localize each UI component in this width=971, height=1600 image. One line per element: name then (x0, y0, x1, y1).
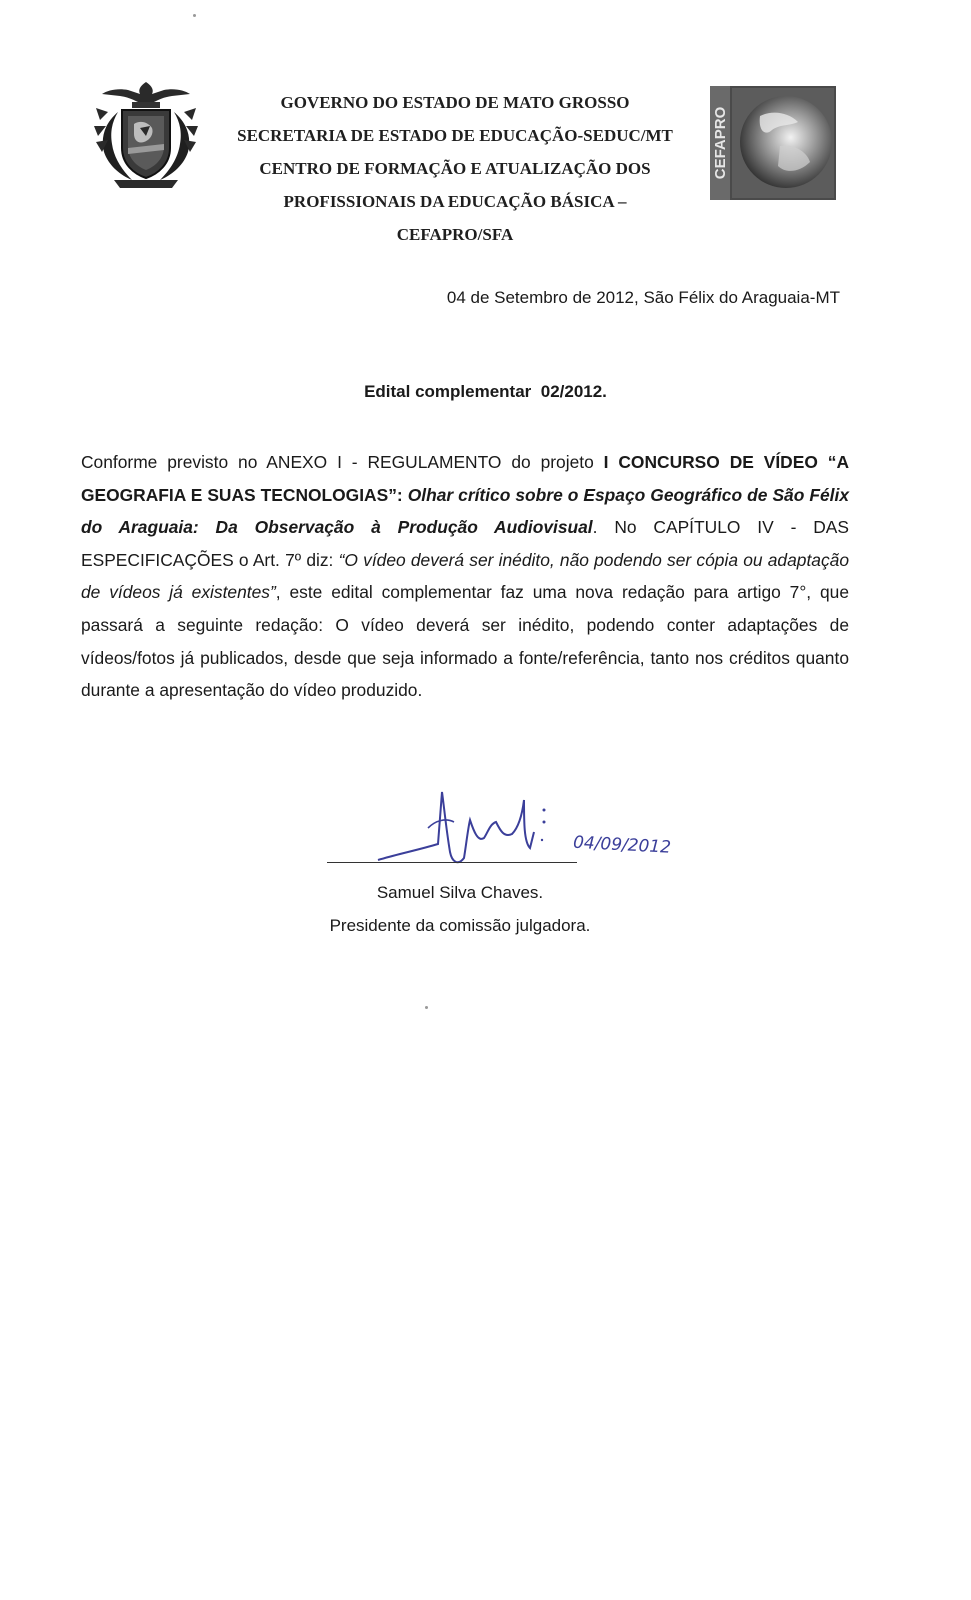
scan-speck (193, 14, 196, 17)
scan-speck (425, 1006, 428, 1009)
institution-header (205, 86, 705, 251)
cefapro-globe-logo (710, 86, 836, 200)
handwritten-date: 04/09/2012 (572, 832, 672, 858)
signature-line (327, 862, 577, 863)
document-title-text: Edital complementar 02/2012. (364, 382, 607, 401)
signer-role: Presidente da comissão julgadora. (329, 916, 591, 935)
mato-grosso-coat-of-arms (88, 78, 204, 194)
signer-block (310, 876, 610, 942)
header-line-professionals: PROFISSIONAIS DA EDUCAÇÃO BÁSICA – (283, 192, 627, 211)
signer-name: Samuel Silva Chaves. (376, 883, 544, 902)
body-project-name: I CONCURSO DE VÍDEO “A GEOGRAFIA E SUAS TECNOLOGIAS”: (81, 452, 849, 505)
body-intro: Conforme previsto no ANEXO I - REGULAMENTO do projeto (81, 452, 604, 472)
body-original-article-quote: “O vídeo deverá ser inédito, não podendo ser cópia ou adaptação de vídeos já existentes” (81, 549, 849, 603)
document-date: 04 de Setembro de 2012, São Félix do Araguaia-MT (446, 288, 840, 307)
cefapro-logo-text: CEFAPRO (712, 106, 729, 180)
body-project-subtitle: Olhar crítico sobre o Espaço Geográfico de São Félix do Araguaia: Da Observação à Produção Audiovisual (81, 484, 849, 538)
header-line-cefapro: CEFAPRO/SFA (396, 225, 514, 244)
header-line-center: CENTRO DE FORMAÇÃO E ATUALIZAÇÃO DOS (259, 159, 651, 178)
body-paragraph (81, 446, 849, 707)
header-line-secretariat: SECRETARIA DE ESTADO DE EDUCAÇÃO-SEDUC/MT (237, 126, 673, 145)
header-line-government: GOVERNO DO ESTADO DE MATO GROSSO (280, 93, 630, 112)
body-chapter-reference: . No CAPÍTULO IV - DAS ESPECIFICAÇÕES o Art. 7º diz: (81, 517, 849, 570)
document-title (0, 382, 971, 402)
handwritten-signature (318, 782, 698, 882)
body-new-wording: , este edital complementar faz uma nova redação para artigo 7°, que passará a seguinte redação: O vídeo deverá ser inédito, podendo conter adaptações de vídeos/fotos já publicados, desde que seja informado a fonte/referência, tanto nos créditos quanto durante a apresentação do vídeo produzido. (81, 582, 849, 701)
